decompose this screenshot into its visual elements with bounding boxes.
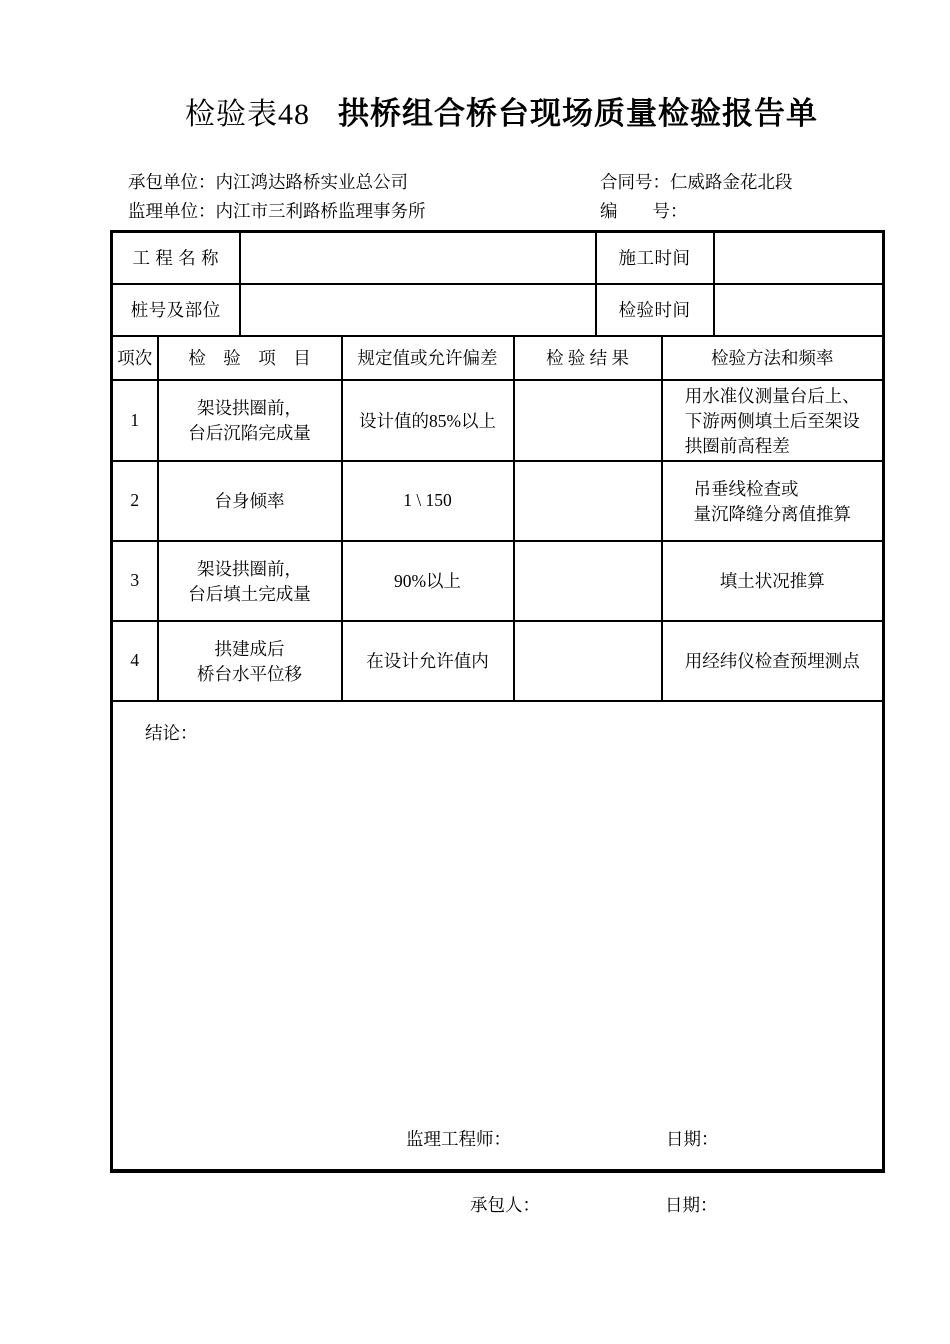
row2-result (514, 461, 662, 541)
row3-result (514, 541, 662, 621)
row2-spec: 1 \ 150 (342, 461, 514, 541)
row3-method (662, 541, 884, 621)
pile-location-row (112, 284, 884, 336)
supervisor-label: 监理单位： (128, 201, 216, 221)
page-title (185, 88, 818, 133)
inspection-form-table (110, 230, 885, 1173)
table-row (112, 461, 884, 541)
row3-method-text: 填土状况推算 (719, 571, 825, 591)
row2-method (662, 461, 884, 541)
contractor-value: 内江鸿达路桥实业总公司 (215, 172, 408, 192)
footer-signature-line (110, 1192, 882, 1222)
row2-no: 2 (112, 461, 158, 541)
project-name-label: 工 程 名 称 (112, 232, 240, 284)
pile-location-value (240, 284, 596, 336)
construction-time-value (714, 232, 884, 284)
contractor-label: 承包单位： (128, 172, 216, 192)
form-number: 检验表48 (185, 98, 310, 131)
conclusion-row (112, 701, 884, 1171)
contractor-field (128, 168, 600, 197)
inspection-time-value (714, 284, 884, 336)
pile-location-label: 桩号及部位 (112, 284, 240, 336)
construction-time-label: 施工时间 (596, 232, 714, 284)
contractor-sign-label: 承包人： (470, 1195, 540, 1215)
row1-result (514, 380, 662, 461)
row1-item: 架设拱圈前， 台后沉陷完成量 (158, 380, 342, 461)
col-header-item-no: 项次 (112, 336, 158, 380)
header-info-line-2 (128, 197, 900, 226)
row4-item: 拱建成后 桥台水平位移 (158, 621, 342, 701)
form-title: 拱桥组合桥台现场质量检验报告单 (338, 96, 818, 131)
header-info (128, 168, 900, 226)
row1-spec: 设计值的85%以上 (342, 380, 514, 461)
supervisor-value: 内江市三利路桥监理事务所 (215, 201, 426, 221)
engineer-date-label: 日期： (666, 1128, 719, 1149)
row4-method (662, 621, 884, 701)
table-row (112, 380, 884, 461)
col-header-spec: 规定值或允许偏差 (342, 336, 514, 380)
row3-no: 3 (112, 541, 158, 621)
contract-no-label: 合同号： (600, 172, 670, 192)
supervisor-field (128, 197, 600, 226)
supervising-engineer-sign-label: 监理工程师： (406, 1128, 511, 1149)
contractor-date-label: 日期： (665, 1195, 718, 1215)
table-row (112, 621, 884, 701)
row4-result (514, 621, 662, 701)
col-header-inspection-item: 检 验 项 目 (158, 336, 342, 380)
project-name-value (240, 232, 596, 284)
row2-method-text: 吊垂线检查或 量沉降缝分离值推算 (693, 478, 852, 524)
conclusion-label: 结论： (145, 722, 198, 743)
contract-no-value: 仁威路金花北段 (670, 172, 793, 192)
row1-method-text: 用水准仪测量台后上、 下游两侧填土后至架设 拱圈前高程差 (684, 385, 860, 456)
col-header-result: 检 验 结 果 (514, 336, 662, 380)
row1-method (662, 380, 884, 461)
row4-no: 4 (112, 621, 158, 701)
row1-no: 1 (112, 380, 158, 461)
table-header-row (112, 336, 884, 380)
contract-no-field (600, 168, 900, 197)
row4-spec: 在设计允许值内 (342, 621, 514, 701)
serial-no-label: 编 号： (600, 201, 688, 221)
header-info-line-1 (128, 168, 900, 197)
serial-no-field (600, 197, 900, 226)
table-row (112, 541, 884, 621)
row4-method-text: 用经纬仪检查预埋测点 (684, 651, 860, 671)
row3-spec: 90%以上 (342, 541, 514, 621)
row2-item: 台身倾率 (158, 461, 342, 541)
project-name-row (112, 232, 884, 284)
inspection-time-label: 检验时间 (596, 284, 714, 336)
col-header-method: 检验方法和频率 (662, 336, 884, 380)
conclusion-cell (112, 701, 884, 1171)
row3-item: 架设拱圈前， 台后填土完成量 (158, 541, 342, 621)
